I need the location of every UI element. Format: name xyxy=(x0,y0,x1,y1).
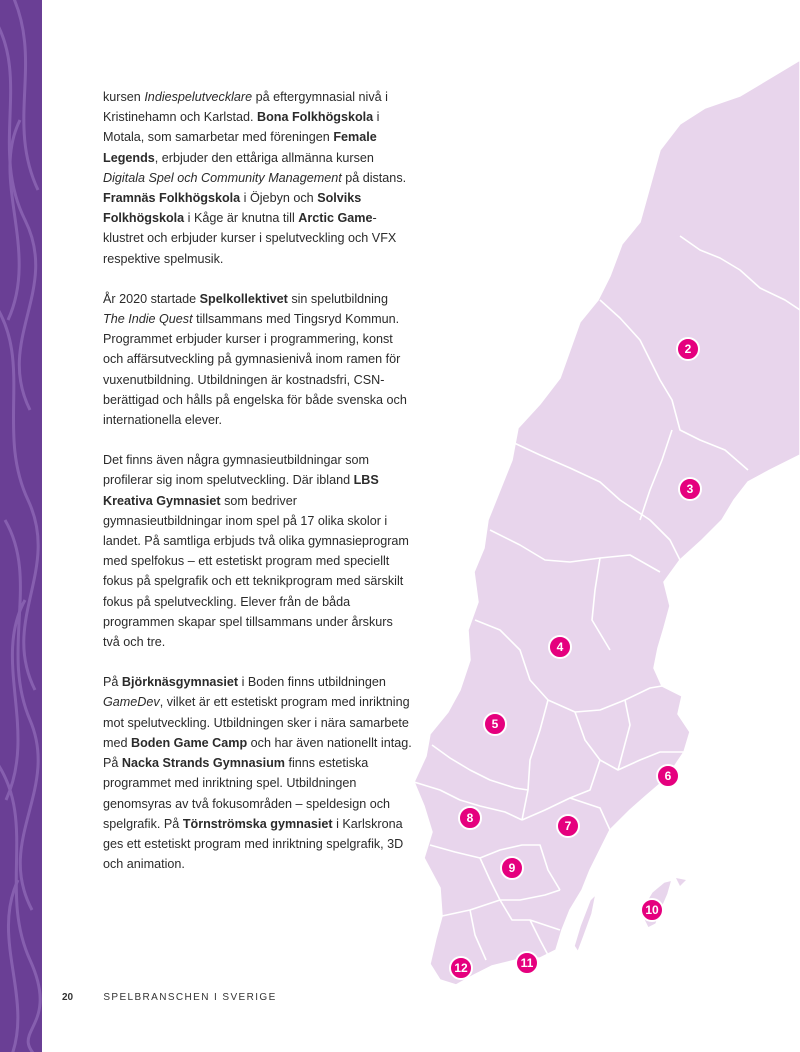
bold-text: Framnäs Folkhögskola xyxy=(103,191,241,206)
text-run: På xyxy=(103,675,122,690)
page-number: 20 xyxy=(62,992,74,1003)
text-run: , erbjuder den ettåriga allmänna kursen xyxy=(154,150,374,165)
text-run: i Kåge är knutna till xyxy=(184,211,299,226)
text-run: kursen xyxy=(103,90,145,104)
oland-island xyxy=(574,894,596,952)
text-run: och har även nationellt intag. På xyxy=(103,735,412,771)
text-run: finns estetiska programmet med inriktning spel. Utbildningen genomsyras av två fokusområden – speldesign och spelgrafik. På xyxy=(103,756,391,831)
italic-text: GameDev xyxy=(103,695,160,710)
bold-text: Törnströmska gymnasiet xyxy=(182,816,333,831)
region-marker-8 xyxy=(459,807,481,829)
region-marker-10 xyxy=(641,899,663,921)
body-text-column xyxy=(103,87,413,894)
region-marker-5 xyxy=(484,713,506,735)
text-run: -klustret och erbjuder kurser i spelutveckling och VFX respektive spelmusik. xyxy=(103,211,397,266)
italic-text: The Indie Quest xyxy=(103,312,193,327)
text-run: i Karlskrona ges ett estetiskt program med inriktning spelgrafik, 3D och animation. xyxy=(103,816,404,872)
text-run: som bedriver gymnasieutbildningar inom spel på 17 olika skolor i landet. På samtliga erbjuds två olika gymnasieprogram med spelfokus – ett estetiskt program med speciellt fokus på spelgrafik och ett teknikprogram med särskilt fokus på spelutveckling. Elever från de båda programmen skapar spel tillsammans under årskurs två och tre. xyxy=(103,493,409,650)
region-marker-3 xyxy=(679,478,701,500)
paragraph-3 xyxy=(103,450,413,652)
text-run: tillsammans med Tingsryd Kommun. Programmet erbjuder kurser i programmering, konst och affärsutveckling på gymnasienivå inom ramen för vuxenutbildning. Utbildningen är kostnadsfri, CSN-berättigad och hålls på engelska för både svenska och internationella elever. xyxy=(103,312,407,428)
page-footer xyxy=(62,992,277,1003)
svg-text:12: 12 xyxy=(454,961,468,975)
region-marker-7 xyxy=(557,815,579,837)
svg-text:4: 4 xyxy=(556,640,564,654)
italic-text: Digitala Spel och Community Management xyxy=(103,170,342,185)
bold-text: Female Legends xyxy=(103,130,377,165)
text-run: Det finns även några gymnasieutbildningar som profilerar sig inom spelutveckling. Där ibland xyxy=(103,453,370,488)
svg-text:7: 7 xyxy=(564,819,572,833)
bold-text: Bona Folkhögskola xyxy=(257,110,374,125)
region-marker-4 xyxy=(549,636,571,658)
bold-text: Solviks Folkhögskola xyxy=(103,191,362,226)
bold-text: Arctic Game xyxy=(298,211,373,226)
paragraph-1 xyxy=(103,87,413,269)
svg-text:10: 10 xyxy=(645,903,659,917)
italic-text: Indiespelutvecklare xyxy=(144,90,253,104)
svg-text:6: 6 xyxy=(664,769,672,783)
bold-text: Spelkollektivet xyxy=(199,291,288,306)
text-run: på eftergymnasial nivå i Kristinehamn och Karlstad. xyxy=(103,90,388,125)
text-run: på distans. xyxy=(341,170,407,185)
text-run: i Boden finns utbildningen xyxy=(238,675,386,690)
text-run: , vilket är ett estetiskt program med inriktning mot spelutveckling. Utbildningen sker i nära samarbete med xyxy=(103,695,410,750)
svg-text:8: 8 xyxy=(466,811,474,825)
text-run: i Öjebyn och xyxy=(240,191,318,206)
text-run: sin spelutbildning xyxy=(287,291,388,306)
region-marker-12 xyxy=(450,957,472,979)
paragraph-4 xyxy=(103,672,413,874)
bold-text: Boden Game Camp xyxy=(131,735,248,750)
svg-text:9: 9 xyxy=(508,861,516,875)
svg-text:11: 11 xyxy=(520,956,534,970)
region-marker-11 xyxy=(516,952,538,974)
text-run: År 2020 startade xyxy=(103,291,200,306)
bold-text: LBS Kreativa Gymnasiet xyxy=(103,473,379,508)
text-run: i Motala, som samarbetar med föreningen xyxy=(103,110,380,145)
svg-text:3: 3 xyxy=(686,482,694,496)
region-marker-2 xyxy=(677,338,699,360)
bold-text: Björknäsgymnasiet xyxy=(121,675,239,690)
region-marker-6 xyxy=(657,765,679,787)
paragraph-2 xyxy=(103,289,413,430)
bold-text: Nacka Strands Gymnasium xyxy=(121,756,285,771)
running-title: SPELBRANSCHEN I SVERIGE xyxy=(103,992,277,1003)
svg-text:2: 2 xyxy=(684,342,692,356)
region-marker-9 xyxy=(501,857,523,879)
faro-island xyxy=(676,878,686,886)
sweden-mainland xyxy=(414,60,800,985)
svg-text:5: 5 xyxy=(491,717,499,731)
